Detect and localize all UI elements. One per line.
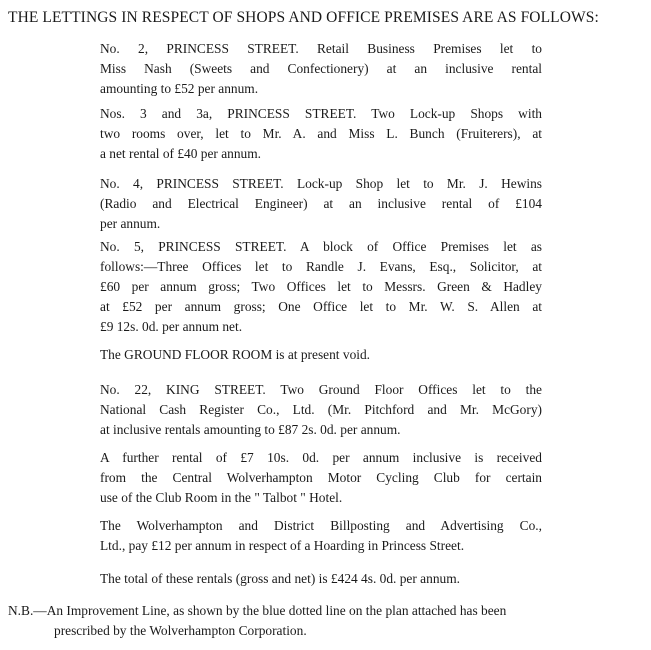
- paragraph-line: (Radio and Electrical Engineer) at an inclusive rental of £104: [100, 196, 542, 211]
- letting-paragraph-no2-princess-street: [100, 39, 542, 99]
- paragraph-line: from the Central Wolverhampton Motor Cycling Club for certain: [100, 470, 542, 485]
- paragraph-line: amounting to £52 per annum.: [100, 81, 259, 96]
- paragraph-line: Ltd., pay £12 per annum in respect of a Hoarding in Princess Street.: [100, 538, 465, 553]
- paragraph-line: No. 22, KING STREET. Two Ground Floor Offices let to the: [100, 382, 542, 397]
- letting-paragraph-no22-king-street: [100, 380, 542, 440]
- paragraph-line: National Cash Register Co., Ltd. (Mr. Pitchford and Mr. McGory): [100, 402, 542, 417]
- letting-paragraph-no3-princess-street: [100, 104, 542, 164]
- paragraph-line: No. 4, PRINCESS STREET. Lock-up Shop let to Mr. J. Hewins: [100, 176, 542, 191]
- paragraph-line: The Wolverhampton and District Billposting and Advertising Co.,: [100, 518, 542, 533]
- paragraph-line: £60 per annum gross; Two Offices let to Messrs. Green & Hadley: [100, 279, 542, 294]
- note-line-1: N.B.—An Improvement Line, as shown by the blue dotted line on the plan attached has been: [8, 603, 507, 618]
- paragraph-line: at inclusive rentals amounting to £87 2s. 0d. per annum.: [100, 422, 401, 437]
- paragraph-line: The total of these rentals (gross and net) is £424 4s. 0d. per annum.: [100, 571, 460, 586]
- page-heading: THE LETTINGS IN RESPECT OF SHOPS AND OFFICE PREMISES ARE AS FOLLOWS:: [8, 9, 599, 26]
- paragraph-line: £9 12s. 0d. per annum net.: [100, 319, 243, 334]
- total-rentals-paragraph: [100, 569, 542, 589]
- billposting-paragraph: [100, 516, 542, 556]
- ground-floor-room-paragraph: [100, 345, 542, 365]
- letting-paragraph-no5-princess-street: [100, 237, 542, 337]
- paragraph-line: Miss Nash (Sweets and Confectionery) at an inclusive rental: [100, 61, 542, 76]
- paragraph-line: a net rental of £40 per annum.: [100, 146, 262, 161]
- paragraph-line: No. 5, PRINCESS STREET. A block of Office Premises let as: [100, 239, 542, 254]
- paragraph-line: follows:—Three Offices let to Randle J. Evans, Esq., Solicitor, at: [100, 259, 542, 274]
- paragraph-line: The GROUND FLOOR ROOM is at present void.: [100, 347, 371, 362]
- paragraph-line: two rooms over, let to Mr. A. and Miss L. Bunch (Fruiterers), at: [100, 126, 542, 141]
- note-line-2: prescribed by the Wolverhampton Corporation.: [54, 623, 307, 638]
- paragraph-line: at £52 per annum gross; One Office let to Mr. W. S. Allen at: [100, 299, 542, 314]
- paragraph-line: per annum.: [100, 216, 161, 231]
- paragraph-line: A further rental of £7 10s. 0d. per annum inclusive is received: [100, 450, 542, 465]
- letting-paragraph-no4-princess-street: [100, 174, 542, 234]
- motor-cycling-club-paragraph: [100, 448, 542, 508]
- paragraph-line: use of the Club Room in the " Talbot " Hotel.: [100, 490, 343, 505]
- paragraph-line: Nos. 3 and 3a, PRINCESS STREET. Two Lock-up Shops with: [100, 106, 542, 121]
- improvement-line-note: [8, 601, 648, 641]
- paragraph-line: No. 2, PRINCESS STREET. Retail Business Premises let to: [100, 41, 542, 56]
